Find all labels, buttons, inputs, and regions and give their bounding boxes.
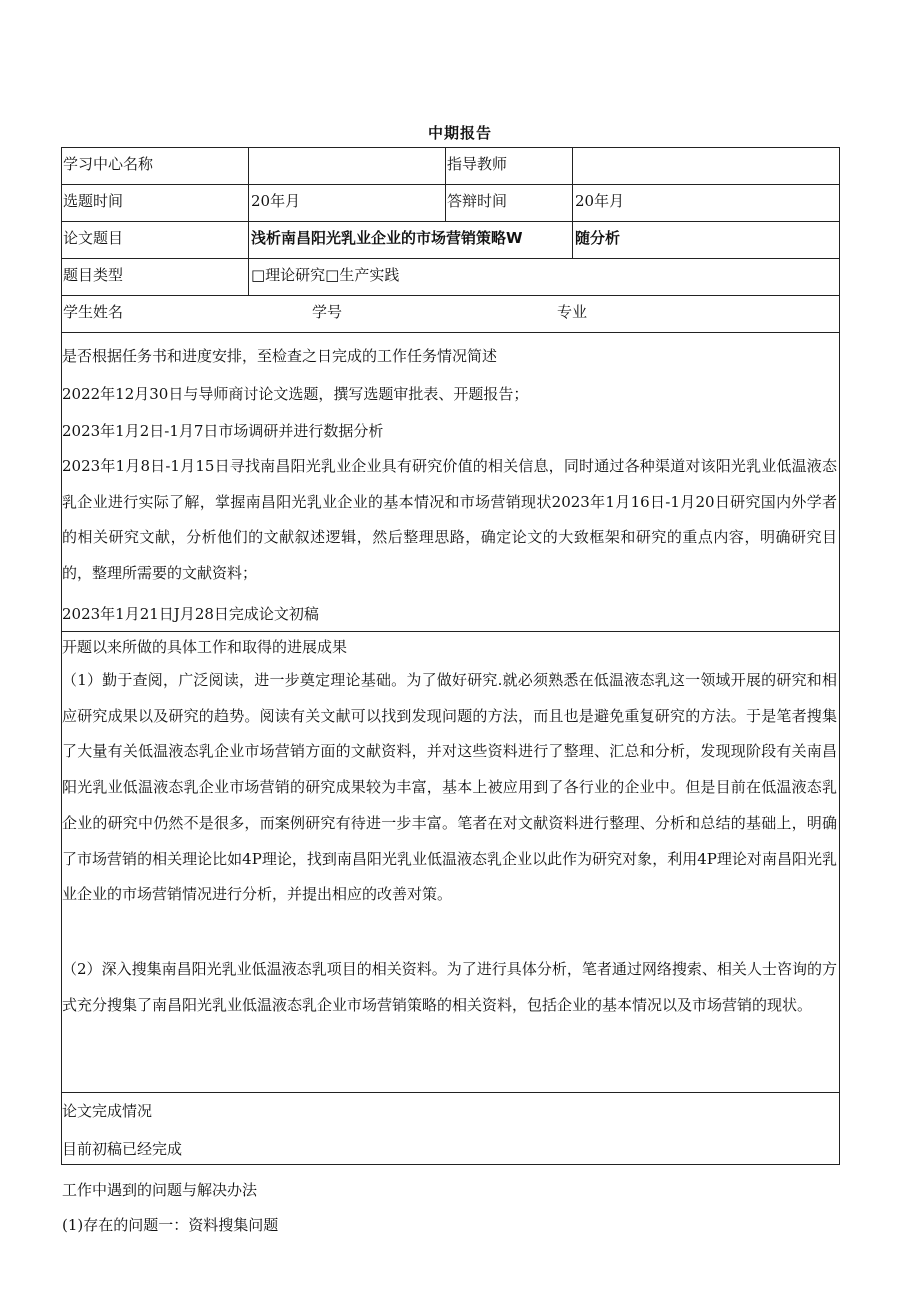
- table-border: [61, 295, 840, 296]
- table-border: [445, 147, 446, 221]
- thesis-title-label: 论文题目: [63, 229, 124, 247]
- table-border: [61, 147, 840, 148]
- table-border: [61, 221, 840, 222]
- thesis-title-value-cont: 随分析: [575, 229, 621, 247]
- defense-time-value: 20年月: [575, 192, 625, 210]
- table-border: [61, 1092, 840, 1093]
- table-border: [61, 1164, 840, 1165]
- completion-heading: 论文完成情况: [62, 1102, 153, 1120]
- results-paragraph: （1）勤于查阅，广泛阅读，进一步奠定理论基础。为了做好研究.就必须熟悉在低温液态乳这一领域开展的研究和相应研究成果以及研究的趋势。阅读有关文献可以找到发现问题的方法，而且也是避免重复研究的方法。于是笔者搜集了大量有关低温液态乳企业市场营销方面的文献资料，并对这些资料进行了整理、汇总和分析，发现现阶段有关南昌阳光乳业低温液态乳企业市场营销的研究成果较为丰富，基本上被应用到了各行业的企业中。但是目前在低温液态乳企业的研究中仍然不是很多，而案例研究有待进一步丰富。笔者在对文献资料进行整理、分析和总结的基础上，明确了市场营销的相关理论比如4P理论，找到南昌阳光乳业低温液态乳企业以此作为研究对象，利用4P理论对南昌阳光乳业企业的市场营销情况进行分析，并提出相应的改善对策。: [62, 671, 837, 904]
- major-label: 专业: [557, 303, 588, 321]
- table-border: [61, 184, 840, 185]
- table-border: [61, 631, 840, 632]
- table-border: [61, 332, 840, 333]
- progress-line: 2023年1月21日J月28日完成论文初稿: [62, 605, 319, 623]
- progress-heading: 是否根据任务书和进度安排，至检查之日完成的工作任务情况简述: [62, 347, 498, 365]
- topic-type-label: 题目类型: [63, 266, 124, 284]
- progress-paragraph: 2023年1月8日-1月15日寻找南昌阳光乳业企业具有研究价值的相关信息，同时通过各种渠道对该阳光乳业低温液态乳企业进行实际了解，掌握南昌阳光乳业企业的基本情况和市场营销现状2023年1月16日-1月20日研究国内外学者的相关研究文献，分析他们的文献叙述逻辑，然后整理思路，确定论文的大致框架和研究的重点内容，明确研究目的，整理所需要的文献资料；: [62, 457, 837, 583]
- student-id-label: 学号: [312, 303, 343, 321]
- problems-item: (1)存在的问题一：资料搜集问题: [62, 1216, 279, 1234]
- table-border: [248, 147, 249, 295]
- table-border: [61, 258, 840, 259]
- page-title: 中期报告: [427, 124, 492, 142]
- topic-time-value: 20年月: [251, 192, 301, 210]
- defense-time-label: 答辩时间: [447, 192, 508, 210]
- table-border: [572, 147, 573, 258]
- results-paragraph: （2）深入搜集南昌阳光乳业低温液态乳项目的相关资料。为了进行具体分析，笔者通过网络搜索、相关人士咨询的方式充分搜集了南昌阳光乳业低温液态乳企业市场营销策略的相关资料，包括企业的基本情况以及市场营销的现状。: [62, 960, 837, 1014]
- advisor-label: 指导教师: [447, 155, 508, 173]
- progress-line: 2023年1月2日-1月7日市场调研并进行数据分析: [62, 422, 384, 440]
- study-center-label: 学习中心名称: [63, 155, 154, 173]
- thesis-title-value: 浅析南昌阳光乳业企业的市场营销策略W: [251, 229, 523, 247]
- completion-status: 目前初稿已经完成: [62, 1140, 183, 1158]
- topic-time-label: 选题时间: [63, 192, 124, 210]
- problems-heading: 工作中遇到的问题与解决办法: [62, 1181, 258, 1199]
- results-heading: 开题以来所做的具体工作和取得的进展成果: [62, 638, 348, 656]
- topic-type-options: □理论研究□生产实践: [251, 266, 400, 284]
- progress-line: 2022年12月30日与导师商讨论文选题，撰写选题审批表、开题报告；: [62, 385, 529, 403]
- student-name-label: 学生姓名: [63, 303, 124, 321]
